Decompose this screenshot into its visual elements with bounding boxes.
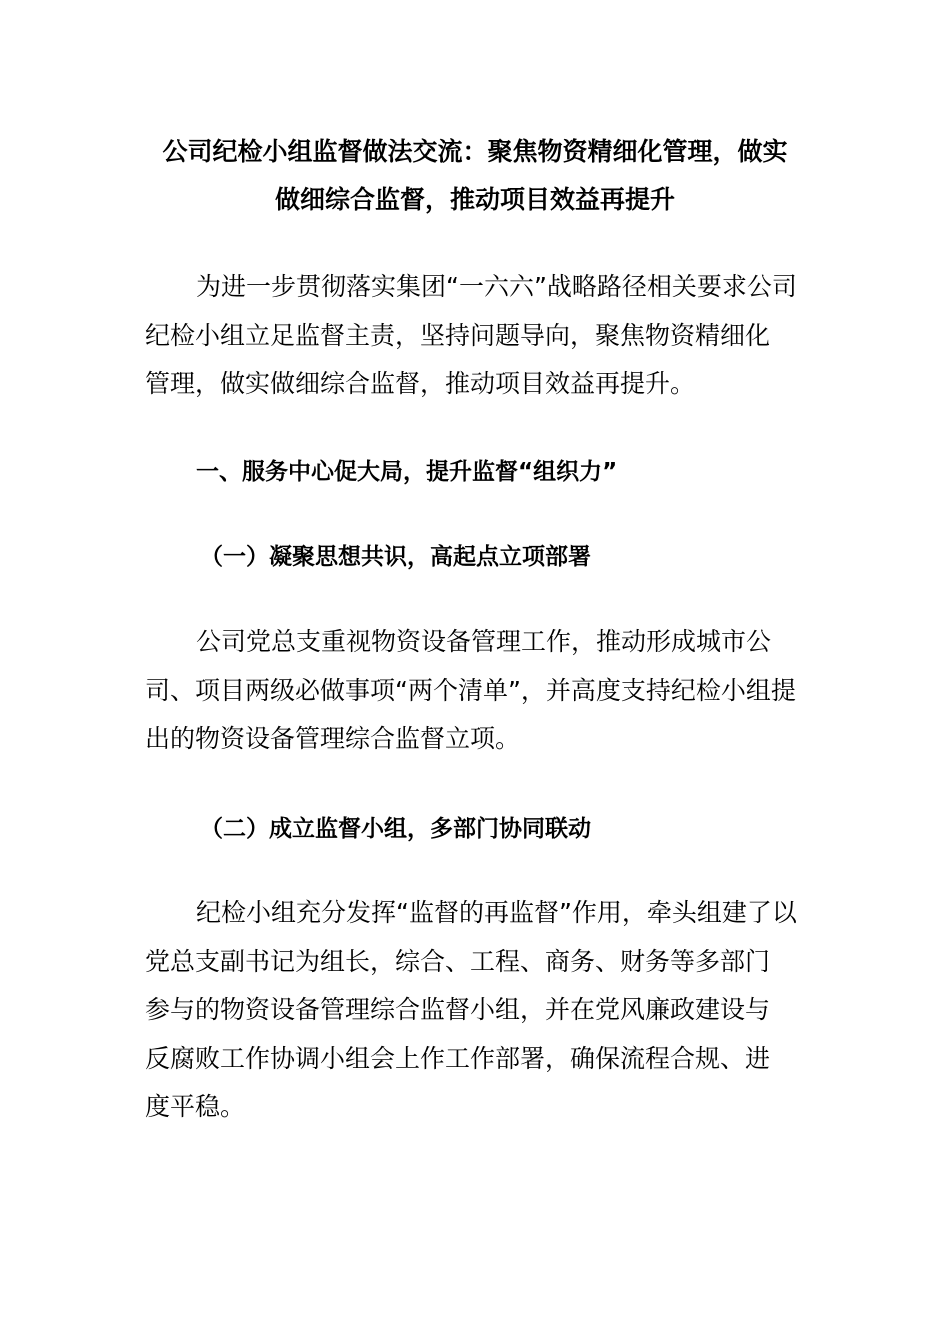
title-line: 做细综合监督，推动项目效益再提升 [274,185,675,214]
intro-paragraph [145,263,805,409]
subsection-1-heading: （一）凝聚思想共识，高起点立项部署 [200,544,591,570]
paragraph-line: 为进一步贯彻落实集团“一六六”战略路径相关要求公司 [196,272,797,301]
paragraph-line: 纪检小组充分发挥“监督的再监督”作用，牵头组建了以 [196,898,797,927]
paragraph-line: 纪检小组立足监督主责，坚持问题导向，聚焦物资精细化 [145,320,771,350]
paragraph-line: 出的物资设备管理综合监督立项。 [145,724,521,753]
document-title [145,128,805,224]
paragraph-line: 公司党总支重视物资设备管理工作，推动形成城市公 [196,627,772,656]
paragraph-line: 党总支副书记为组长，综合、工程、商务、财务等多部门 [145,946,771,976]
subsection-2-heading: （二）成立监督小组，多部门协同联动 [200,816,591,842]
paragraph-line: 管理，做实做细综合监督，推动项目效益再提升。 [145,369,696,398]
paragraph-line: 度平稳。 [145,1092,246,1121]
paragraph-line: 司、项目两级必做事项“两个清单”，并高度支持纪检小组提 [145,675,796,705]
section-1-heading: 一、服务中心促大局，提升监督“组织力” [196,459,618,485]
subsection-2-paragraph [145,889,805,1132]
paragraph-line: 参与的物资设备管理综合监督小组，并在党风廉政建设与 [145,995,771,1024]
title-line: 公司纪检小组监督做法交流：聚焦物资精细化管理，做实 [162,137,788,166]
paragraph-line: 反腐败工作协调小组会上作工作部署，确保流程合规、进 [145,1043,771,1073]
subsection-1-paragraph [145,618,805,764]
